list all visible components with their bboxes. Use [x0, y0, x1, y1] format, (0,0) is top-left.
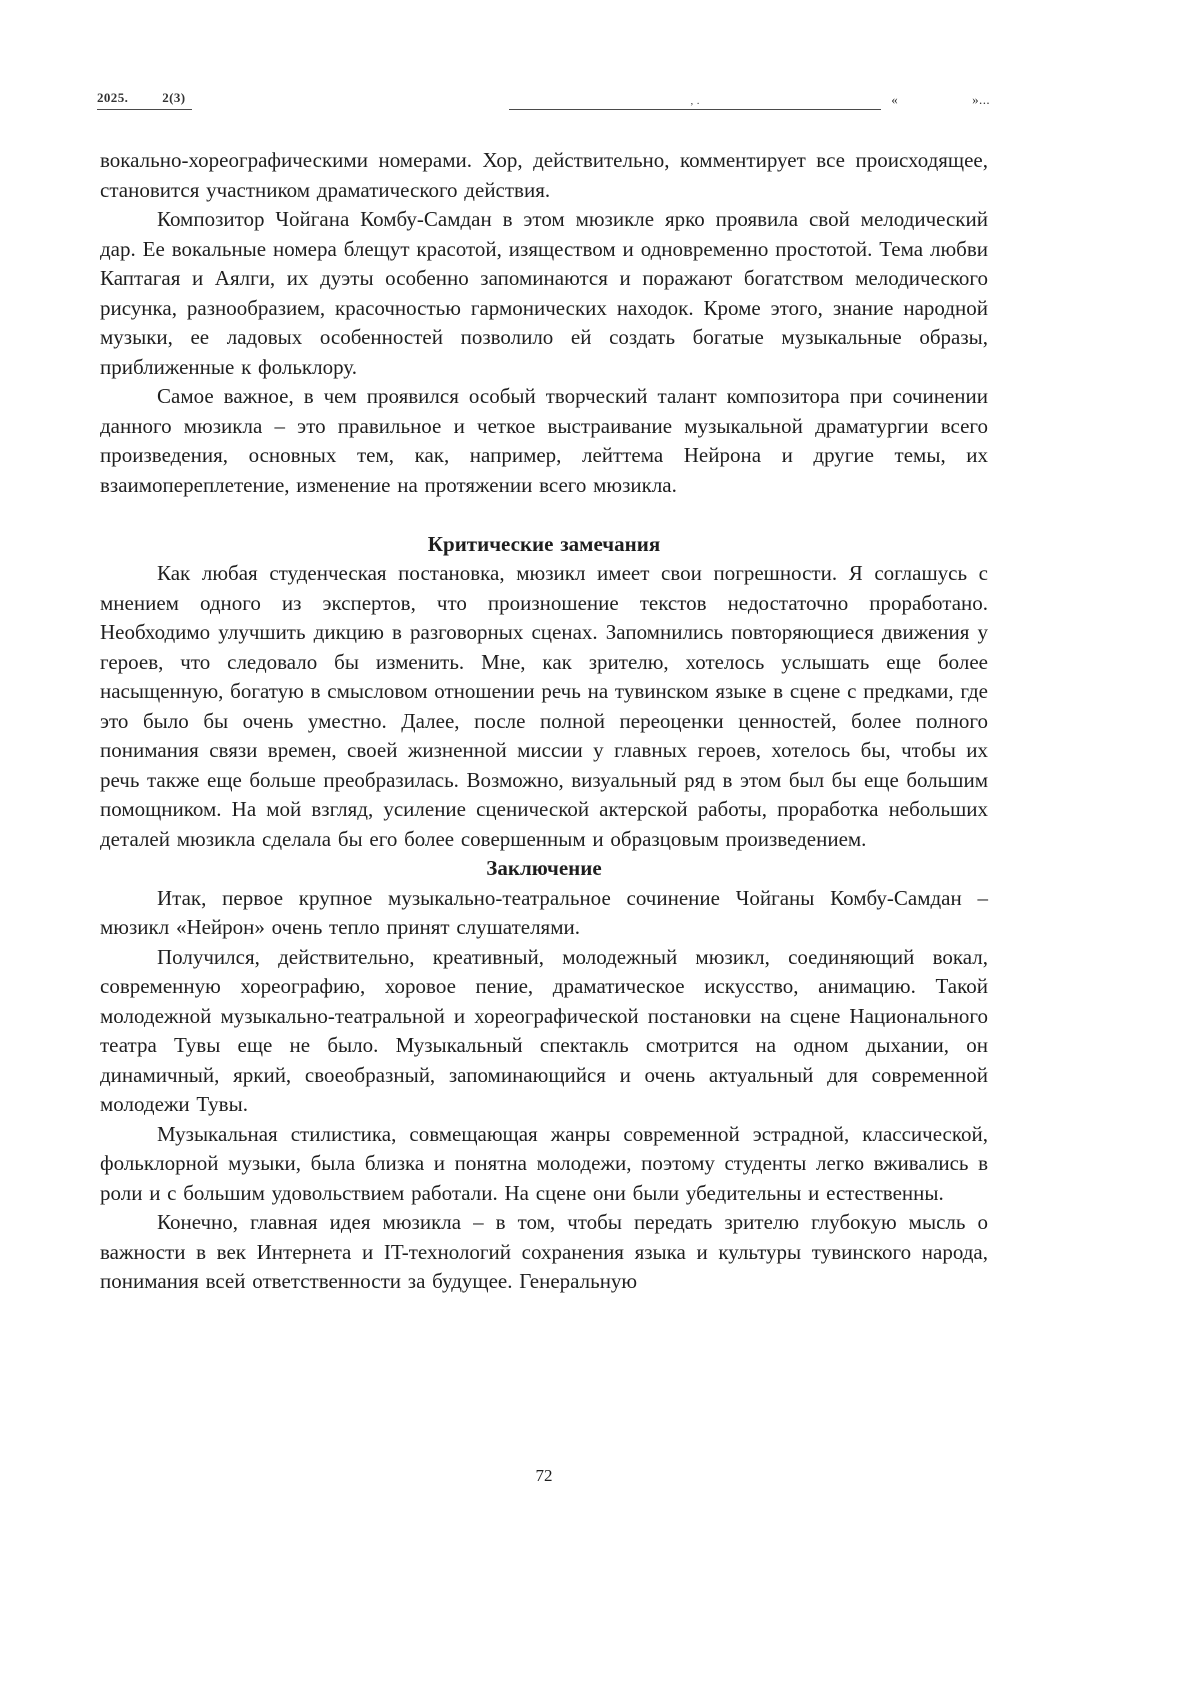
section-heading-critical-remarks: Критические замечания — [427, 531, 661, 556]
title-quote-open: « — [891, 92, 899, 107]
header-rule — [509, 95, 881, 110]
section-heading-conclusion: Заключение — [486, 856, 602, 880]
paragraph: Как любая студенческая постановка, мюзикл имеет свои погрешности. Я соглашусь с мнением одного из экспертов, что произношение текстов недостаточно проработано. Необходимо улучшить дикцию в разговорных сценах. Запомнились повторяющиеся движения у героев, что следовало бы изменить. Мне, как зрителю, хотелось услышать еще более насыщенную, богатую в смысловом отношении речь на тувинском языке в сцене с предками, где это было бы очень уместно. Далее, после полной переоценки ценностей, более полного понимания связи времен, своей жизненной миссии у главных героев, хотелось бы, чтобы их речь также еще больше преобразилась. Возможно, визуальный ряд в этом был бы еще большим помощником. На мой взгляд, усиление сценической актерской работы, проработка небольших деталей мюзикла сделала бы его более совершенным и образцовым произведением. — [100, 561, 988, 851]
paragraph: Получился, действительно, креативный, молодежный мюзикл, соединяющий вокал, современную хореографию, хоровое пение, драматическое искусство, анимацию. Такой молодежной музыкально-театральной и хореографической постановки на сцене Национального театра Тувы еще не было. Музыкальный спектакль смотрится на одном дыхании, он динамичный, яркий, своеобразный, запоминающийся и очень актуальный для современной молодежи Тувы. — [100, 944, 988, 1116]
article-title-fragment — [881, 92, 990, 110]
paragraph: Конечно, главная идея мюзикла – в том, чтобы передать зрителю глубокую мысль о важности в век Интернета и IT-технологий сохранения языка и культуры тувинского народа, понимания всей ответственности за будущее. Генеральную — [100, 1210, 988, 1293]
journal-year: 2025. — [97, 90, 129, 105]
article-body — [100, 146, 988, 1297]
journal-issue-label — [97, 90, 192, 110]
paragraph: Самое важное, в чем проявился особый творческий талант композитора при сочинении данного мюзикла – это правильное и четкое выстраивание музыкальной драматургии всего произведения, основных тем, как, например, лейттема Нейрона и другие темы, их взаимопереплетение, изменение на протяжении всего мюзикла. — [100, 384, 988, 497]
page-number: 72 — [535, 1466, 553, 1485]
page-footer — [100, 1466, 988, 1486]
running-head — [97, 90, 990, 110]
paragraph: Итак, первое крупное музыкально-театральное сочинение Чойганы Комбу-Самдан – мюзикл «Нейрон» очень тепло принят слушателями. — [100, 885, 988, 939]
paragraph-continuation: вокально-хореографическими номерами. Хор, действительно, комментирует все происходящее, становится участником драматического действия. — [100, 148, 988, 202]
journal-issue: 2(3) — [162, 90, 186, 105]
title-quote-close: »... — [972, 92, 990, 107]
paragraph: Музыкальная стилистика, совмещающая жанры современной эстрадной, классической, фольклорной музыки, была близка и понятна молодежи, поэтому студенты легко вживались в роли и с большим удовольствием работали. На сцене они были убедительны и естественны. — [100, 1121, 988, 1205]
paragraph: Композитор Чойгана Комбу-Самдан в этом мюзикле ярко проявила свой мелодический дар. Ее вокальные номера блещут красотой, изяществом и одновременно простотой. Тема любви Каптагая и Аялги, их дуэты особенно запоминаются и поражают богатством мелодического рисунка, разнообразием, красочностью гармонических находок. Кроме этого, знание народной музыки, ее ладовых особенностей позволило ей создать богатые музыкальные образы, приближенные к фольклору. — [100, 207, 988, 379]
header-rule-note: , . — [690, 95, 700, 107]
